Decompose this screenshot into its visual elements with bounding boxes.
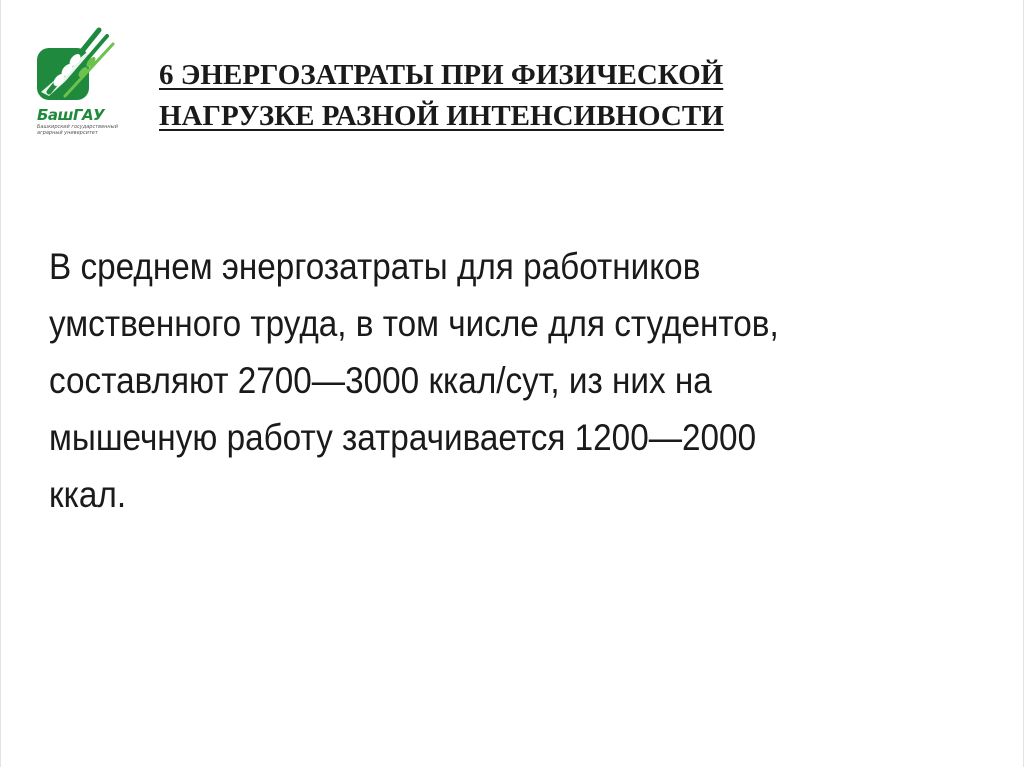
logo-brand-text: БашГАУ [37,106,105,124]
body-line: мышечную работу затрачивается 1200—2000 [49,417,757,458]
title-line-2: НАГРУЗКЕ РАЗНОЙ ИНТЕНСИВНОСТИ [159,100,724,132]
page-title [159,55,724,137]
body-line: составляют 2700—3000 ккал/сут, из них на [49,360,712,401]
logo-caption: Башкирский государственный аграрный университет [37,124,118,136]
wheat-emblem-icon [29,22,121,108]
university-logo [29,22,131,144]
body-paragraph [49,238,886,523]
body-line: умственного труда, в том числе для студентов, [49,303,779,344]
body-line: В среднем энергозатраты для работников [49,246,701,287]
body-line: ккал. [49,474,127,515]
title-line-1: 6 ЭНЕРГОЗАТРАТЫ ПРИ ФИЗИЧЕСКОЙ [159,59,724,91]
